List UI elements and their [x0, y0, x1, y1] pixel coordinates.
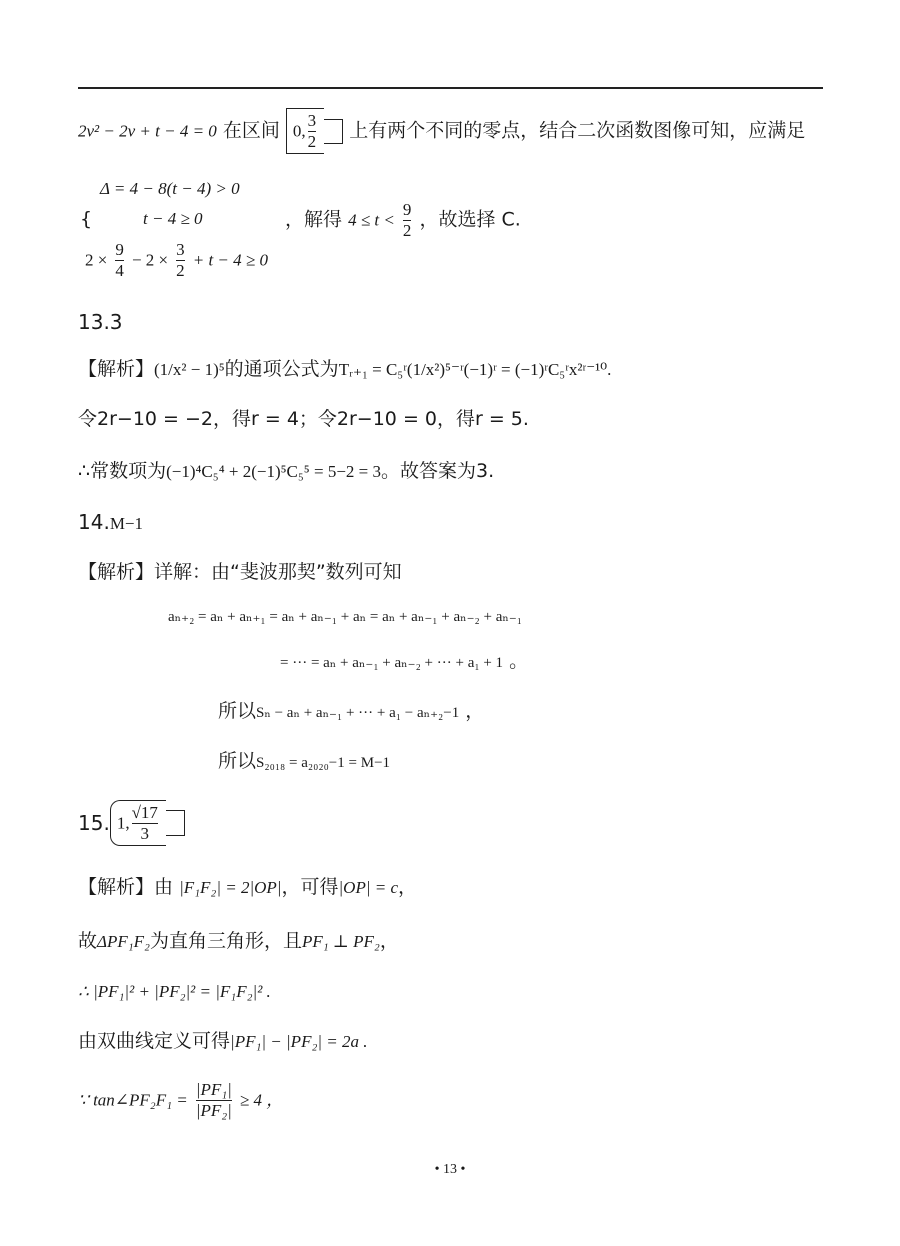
interval-den: 2	[307, 131, 317, 151]
quadratic-equation: 2v² − 2v + t − 4 = 0	[78, 121, 217, 141]
interval-left: 0,	[292, 121, 306, 141]
q15-interval-right	[166, 810, 185, 836]
q14-line1: 【解析】详解：由“斐波那契”数列可知	[78, 561, 402, 583]
q15-tag: 【解析】由	[78, 876, 174, 898]
q14-eq3-end: ，	[465, 700, 485, 722]
q15-l5-fraction	[196, 1080, 232, 1120]
q15-ans-num: √17	[131, 803, 158, 822]
row3-c: + t − 4 ≥ 0	[192, 250, 268, 270]
system-row-1: Δ = 4 − 8(t − 4) > 0	[100, 179, 240, 198]
q14-eq4-text: 所以	[218, 750, 257, 772]
q15-line5	[78, 1080, 283, 1120]
q15-ans-left: 1,	[116, 813, 130, 833]
system-row-3	[85, 240, 268, 280]
q13-expr: (1/x² − 1)⁵	[154, 360, 225, 379]
q15-l4-math: |PF₁| − |PF₂| = 2a .	[230, 1032, 368, 1051]
q13-constant-term: (−1)⁴C₅⁴ + 2(−1)⁵C₅⁵ = 5−2 = 3	[166, 462, 382, 481]
q15-ans-den: 3	[132, 823, 158, 844]
q14-answer: M−1	[109, 514, 144, 533]
q15-interval	[110, 800, 166, 846]
q14-eq2-end: 。	[509, 650, 529, 672]
q15-number: 15.	[78, 811, 110, 836]
interval-text: 在区间	[222, 119, 280, 142]
q15-line1	[78, 878, 417, 897]
q15-l5-den: |PF₂|	[195, 1100, 232, 1120]
interval-fraction	[308, 111, 317, 151]
q14-eq1: aₙ₊₂ = aₙ + aₙ₊₁ = aₙ + aₙ₋₁ + aₙ = aₙ + aₙ₋₁ + aₙ₋₂ + aₙ₋₁	[168, 609, 522, 625]
q14-eq2: = ··· = aₙ + aₙ₋₁ + aₙ₋₂ + ··· + a₁ + 1	[280, 655, 504, 671]
q14-eq3-text: 所以	[218, 700, 257, 722]
q14-eq4: S₂₀₁₈ = a₂₀₂₀−1 = M−1	[256, 755, 391, 771]
q13-l3a: ∴常数项为	[78, 460, 167, 482]
q15-line2	[78, 932, 399, 951]
q13-l3b: 。故答案为3.	[381, 460, 495, 482]
q15-l5-num: |PF₁|	[195, 1080, 232, 1099]
page-number: • 13 •	[434, 1162, 466, 1177]
q15-triangle: ΔPF₁F₂	[97, 932, 150, 951]
q15-m2: |OP| = c	[338, 878, 399, 897]
row3-f1n: 9	[115, 240, 124, 259]
q13-tag: 【解析】	[78, 358, 155, 380]
q15-header	[78, 800, 185, 846]
q13-line3	[78, 462, 494, 481]
q15-line3: ∴ |PF₁|² + |PF₂|² = |F₁F₂|² .	[78, 982, 271, 1001]
q15-perp: PF₁ ⊥ PF₂	[301, 932, 380, 951]
system-row-2: t − 4 ≥ 0	[143, 209, 203, 228]
row3-f1d: 4	[115, 260, 124, 280]
q14-number: 14.	[78, 510, 110, 534]
q13-analysis	[78, 360, 611, 379]
system-brace: {	[80, 208, 93, 230]
solve-text: ，解得	[285, 208, 343, 231]
quadratic-condition-line	[78, 108, 805, 154]
row3-frac1	[115, 240, 124, 280]
q13-line2: 令2r−10 = −2，得r = 4；令2r−10 = 0，得r = 5.	[78, 408, 529, 430]
interval-num: 3	[307, 111, 317, 130]
q15-end1: ，	[398, 876, 418, 898]
row3-f2n: 3	[176, 240, 185, 259]
q14-eq3: Sₙ − aₙ + aₙ₋₁ + ··· + a₁ − aₙ₊₂−1	[256, 705, 460, 721]
system-solution	[285, 200, 521, 240]
q15-ans-fraction	[132, 803, 158, 843]
solve-fraction	[403, 200, 412, 240]
q15-end2: ，	[379, 930, 399, 952]
q15-l2a: 故	[78, 930, 98, 952]
interval-bracket-right	[324, 119, 343, 144]
q15-m1: |F₁F₂| = 2|OP|	[179, 878, 282, 897]
q13-number: 13.3	[78, 310, 123, 334]
q15-l2b: 为直角三角形，且	[149, 930, 302, 952]
solve-den: 2	[402, 220, 412, 240]
solve-math: 4 ≤ t <	[348, 210, 395, 230]
q15-l5b: ≥ 4 ，	[239, 1090, 284, 1110]
conclude-text: ，故选择 C.	[419, 208, 521, 231]
row3-a: 2 ×	[85, 250, 108, 270]
q15-text1: ，可得	[281, 876, 339, 898]
q14-eq2-line	[280, 652, 528, 671]
row3-frac2	[176, 240, 185, 280]
q14-eq4-line	[218, 752, 390, 771]
interval-bracket	[286, 108, 324, 154]
q15-l5a: ∵ tan∠PF₂F₁ =	[78, 1090, 188, 1110]
q15-line4	[78, 1032, 368, 1051]
row3-b: − 2 ×	[131, 250, 169, 270]
q14-header	[78, 512, 143, 532]
solve-num: 9	[402, 200, 412, 219]
q15-l4-text: 由双曲线定义可得	[78, 1030, 231, 1052]
row3-f2d: 2	[176, 260, 185, 280]
q13-text: 的通项公式为	[224, 358, 339, 380]
zeros-text: 上有两个不同的零点，结合二次函数图像可知，应满足	[349, 119, 806, 142]
q14-eq3-line	[218, 702, 484, 721]
q13-term-formula: Tᵣ₊₁ = C₅ʳ(1/x²)⁵⁻ʳ(−1)ʳ = (−1)ʳC₅ʳx²ʳ⁻¹⁰.	[338, 360, 612, 379]
header-rule	[78, 87, 823, 89]
